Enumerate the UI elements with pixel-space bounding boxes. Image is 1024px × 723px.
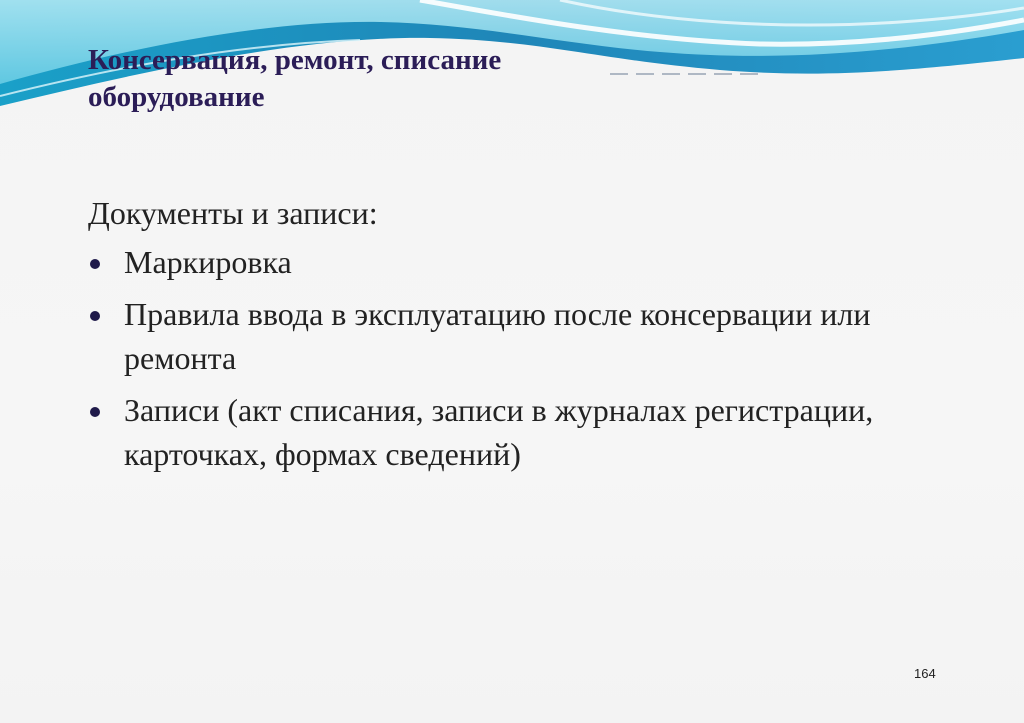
bullet-dot-icon — [90, 259, 100, 269]
slide-body — [88, 192, 968, 484]
section-intro: Документы и записи: — [88, 195, 378, 231]
slide-title — [88, 42, 708, 116]
bullet-text: Записи (акт списания, записи в журналах регистрации, карточках, формах сведений) — [124, 392, 874, 472]
bullet-text: Правила ввода в эксплуатацию после консервации или ремонта — [124, 296, 871, 376]
slide-title-line-1: Консервация, ремонт, списание — [88, 44, 502, 76]
slide-title-line-2: оборудование — [88, 81, 265, 113]
bullet-dot-icon — [90, 407, 100, 417]
page-number: 164 — [914, 666, 936, 681]
bullet-item — [88, 388, 968, 476]
bullet-list — [88, 240, 968, 476]
bullet-item — [88, 240, 968, 284]
bullet-text: Маркировка — [124, 244, 292, 280]
bullet-item — [88, 292, 968, 380]
bullet-dot-icon — [90, 311, 100, 321]
